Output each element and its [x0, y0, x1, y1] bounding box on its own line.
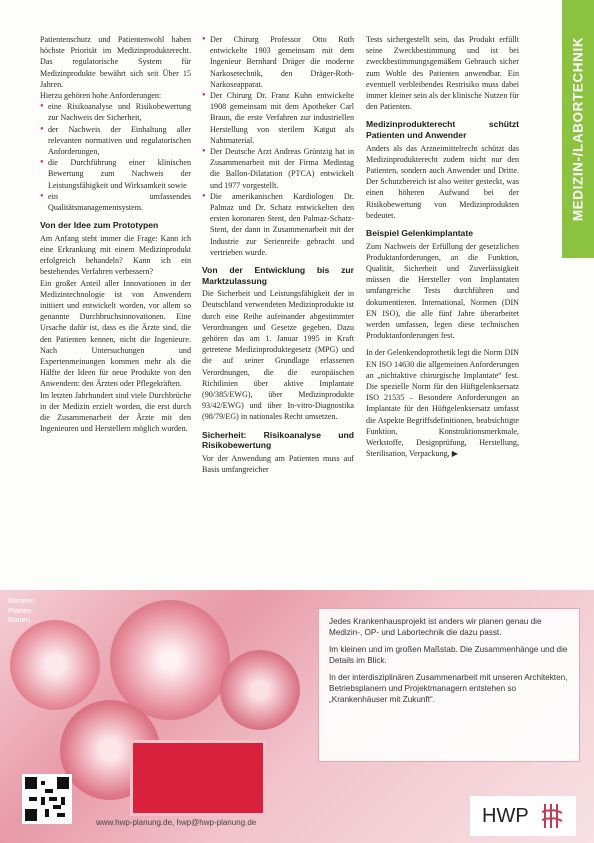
section-label: MEDIZIN-/LABORTECHNIK	[570, 36, 586, 222]
surgical-lamp-image	[110, 600, 230, 720]
surgical-lamp-image	[220, 650, 300, 730]
qr-code-icon[interactable]	[22, 774, 72, 824]
tagline-line: Beraten.	[8, 596, 37, 605]
list-item: ● Der Chirurg Professor Otto Roth entwickelte 1903 gemeinsam mit dem Ingenieur Bernhard Dräger die moderne Narkosetechnik, den Dräger-Roth-Narkoseapparat.	[202, 34, 354, 90]
article-column-1	[40, 34, 191, 435]
ad-paragraph: In der interdisziplinären Zusammenarbeit mit unseren Architekten, Betriebsplanern und Projektmanagern entstehen so „Krankenhäuser mit Zukunft“.	[329, 673, 568, 704]
list-item: ● ein umfassendes Qualitätsmanagementsystem.	[40, 191, 191, 213]
tagline-line: Planen.	[8, 605, 34, 615]
subheading: Sicherheit: Risikoanalyse und Risikobewertung	[202, 429, 354, 451]
article-column-2	[202, 34, 354, 475]
subheading: Von der Idee zum Prototypen	[40, 220, 159, 231]
hwp-logo	[470, 796, 576, 836]
list-item: ● der Nachweis der Einhaltung aller relevanten normativen und regulatorischen Anforderungen,	[40, 124, 191, 158]
paragraph: Die Sicherheit und Leistungsfähigkeit der in Deutschland verwendeten Medizinprodukte ist durch eine Reihe aufeinander abgestimmter Verordnungen und Gesetze gegeben. Dazu gehören das am 1. Januar 1995 in Kraft getretene Medizinproduktegesetz (MPG) und die auf seiner Grundlage erlassenen Verordnungen, die die europäischen Richtlinien über aktive Implantate (90/385/EWG), über Medizinprodukte 93/42/EWG) und über In-vitro-Diagnostika (98/79/EG) in nationales Recht umsetzen.	[202, 289, 354, 422]
hwp-mark-icon	[540, 802, 566, 830]
article-column-3	[366, 34, 519, 459]
list-item: ● die Durchführung einer klinischen Bewertung zum Nachweis der Leistungsfähigkeit und Wirksamkeit sowie	[40, 157, 191, 191]
subheading: Medizinprodukterecht schützt Patienten und Anwender	[366, 119, 519, 141]
paragraph: Hierzu gehören hohe Anforderungen:	[40, 91, 162, 101]
monitor-image	[130, 740, 266, 816]
requirements-list	[40, 101, 191, 213]
paragraph: Tests sichergestellt sein, das Produkt erfüllt seine Zweckbestimmung und ist bei zweckbestimmungsgemäßem Gebrauch sicher zum Wohle des Patienten anwendbar. Ein eventuell verbleibendes Restrisiko muss dabei immer kleiner sein als der klinische Nutzen für den Patienten.	[366, 35, 519, 112]
ad-text-box	[318, 608, 580, 762]
hwp-advertisement	[0, 590, 594, 843]
paragraph: Patientenschutz und Patientenwohl haben höchste Priorität im Medizinprodukterecht. Das regulatorische System für Medizinprodukte bewährt sich seit Über 15 Jahren.	[40, 35, 191, 89]
paragraph: Im letzten Jahrhundert sind viele Durchbrüche in der Medizin erzielt worden, die erst durch die Zusammenarbeit der Ärzte mit den Ingenieuren und Herstellern möglich wurden.	[40, 390, 191, 434]
logo-text: HWP	[482, 805, 529, 827]
list-item: ● eine Risikoanalyse und Risikobewertung zur Nachweis der Sicherheit,	[40, 101, 191, 123]
subheading: Beispiel Gelenkimplantate	[366, 228, 473, 239]
list-item: ● Der Deutsche Arzt Andreas Grüntzig hat in Zusammenarbeit mit der Firma Medintag die Ballon-Dilatation (PTCA) entwickelt und 1977 vorgestellt.	[202, 146, 354, 191]
list-item: ● Die amerikanischen Kardiologen Dr. Palmaz und Dr. Schatz entwickelten den ersten koronaren Stent, den Palmaz-Schatz-Stent, der dann in Zusammenarbeit mit der Industrie zur Serienreife gebracht und vertrieben wurde.	[202, 191, 354, 258]
paragraph: Ein großer Anteil aller Innovationen in der Medizintechnologie ist von Anwendern initiiert und entwickelt worden, vor allem so genannte Durchbruchsinnovationen. Eine Ursache dafür ist, dass es die Ärzte sind, die den Patienten kennen, nicht die Ingenieure. Nach Untersuchungen und Expertenmeinungen kommen mehr als die Hälfte der Ideen für neue Produkte von den Anwendern: den Ärzten oder Pflegekräften.	[40, 278, 191, 389]
surgical-lamp-image	[10, 620, 100, 710]
subheading: Von der Entwicklung bis zur Marktzulassung	[202, 265, 354, 286]
paragraph: Am Anfang steht immer die Frage: Kann ich eine Erkrankung mit einem Medizinprodukt erfolgreich behandeln? Kann ich ein bestehendes Verfahren verbessern?	[40, 233, 191, 277]
list-item: ● Der Chirurg Dr. Franz Kuhn entwickelte 1908 gemeinsam mit dem Apotheker Carl Braun, die erste Verfahren zur industriellen Herstellung von sterilem Katgut als Nahtmaterial.	[202, 90, 354, 146]
ad-tagline	[8, 596, 37, 625]
paragraph: Zum Nachweis der Erfüllung der gesetzlichen Produktanforderungen, an die Funktion, Qualität, Sicherheit und Zuverlässigkeit müssen die Hersteller von Implantaten umfangreiche Tests durchführen und dokumentieren. International, Normen (DIN EN ISO), die alle fünf Jahre überarbeitet werden umfassen, legen diese technischen Produktanforderungen fest.	[366, 241, 519, 341]
paragraph	[366, 347, 519, 459]
innovations-list	[202, 34, 354, 258]
tagline-line: Bauen.	[8, 615, 33, 625]
continue-arrow-icon: ▶	[451, 449, 458, 459]
paragraph: Anders als das Arzneimittelrecht schützt das Medizinprodukterecht zudem nicht nur den Patienten, sondern auch Anwender und Dritte. Der Schutzbereich ist also weiter gesteckt, was einen höheren Aufwand bei der Risikobewertung von Medizinprodukten bedeutet.	[366, 143, 519, 220]
paragraph: Vor der Anwendung am Patienten muss auf Basis umfangreicher	[202, 453, 354, 475]
paragraph-text: In der Gelenkendoprothetik legt die Norm DIN EN ISO 14630 die allgemeinen Anforderungen an „nichtaktive chirurgische Implantate“ fest. Die spezielle Norm für den Hüftgelenksersatz ISO 21535 – Besondere Anforderungen an Implantate für den Hüftgelenksersatz umfasst die Aspekte Begriffsdefinitionen, beabsichtigte Funktion, Konstruktionsmerkmale, Werkstoffe, Designprüfung, Herstellung, Sterilisation, Verpackung,	[366, 348, 519, 459]
ad-paragraph: Im kleinen und im großen Maßstab. Die Zusammenhänge und die Details im Blick.	[329, 645, 568, 665]
ad-paragraph: Jedes Krankenhausprojekt ist anders wir planen genau die Medizin-, OP- und Labortechnik die dazu passt.	[329, 617, 542, 637]
section-sidebar	[562, 0, 594, 258]
website-link[interactable]: www.hwp-planung.de, hwp@hwp-planung.de	[96, 818, 257, 827]
